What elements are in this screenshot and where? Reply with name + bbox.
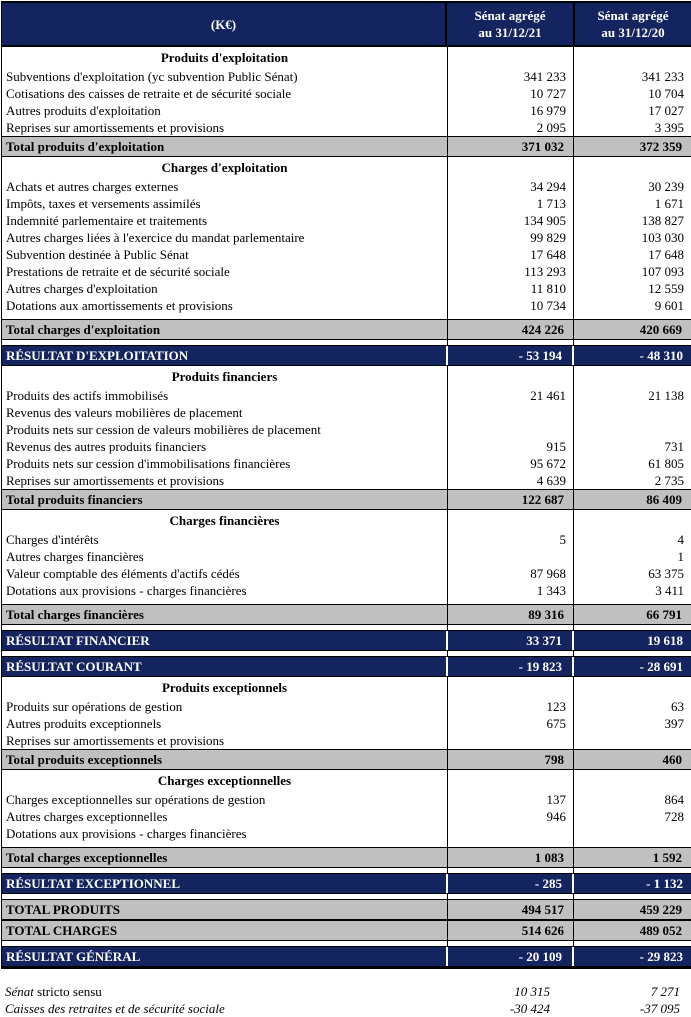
- value-2020: 731: [664, 439, 684, 454]
- spacer-row: [2, 599, 691, 604]
- row-label: Total produits d'exploitation: [2, 137, 448, 156]
- value-2020: 63: [671, 699, 684, 714]
- value-2021: 946: [448, 808, 574, 825]
- value-2020: 61 805: [648, 456, 684, 471]
- data-row: [2, 455, 691, 472]
- value-2020: 459 229: [639, 902, 682, 917]
- value-2020: 372 359: [639, 139, 682, 154]
- row-label: Revenus des valeurs mobilières de placement: [2, 404, 448, 421]
- value-2020: [574, 510, 691, 531]
- row-label: RÉSULTAT EXCEPTIONNEL: [2, 874, 448, 893]
- row-label: [2, 868, 448, 873]
- row-label: RÉSULTAT COURANT: [2, 657, 448, 676]
- data-row: [2, 212, 691, 229]
- row-label: Reprises sur amortissements et provisions: [2, 472, 448, 489]
- row-label: Produits nets sur cession de valeurs mobilières de placement: [2, 421, 448, 438]
- section-header-row: [2, 677, 691, 698]
- value-2020: 9 601: [654, 298, 684, 313]
- value-2021: 16 979: [448, 102, 574, 119]
- data-row: [2, 565, 691, 582]
- value-2020: 397: [664, 716, 684, 731]
- result-row: [2, 630, 691, 651]
- value-2021: [448, 366, 574, 387]
- value-2020: 30 239: [648, 179, 684, 194]
- row-label: Subventions d'exploitation (yc subvention Public Sénat): [2, 68, 448, 85]
- data-row: [2, 472, 691, 489]
- row-label: Dotations aux provisions - charges financières: [2, 825, 448, 842]
- value-2021: 1 343: [448, 582, 574, 599]
- value-2020: [574, 732, 691, 749]
- unit-label: (K€): [210, 16, 237, 32]
- row-label: Total charges financières: [2, 605, 448, 624]
- value-2021: 5: [448, 531, 574, 548]
- value-2020: - 29 823: [639, 949, 683, 964]
- data-row: [2, 263, 691, 280]
- footnote-label: Caisses des retraites et de sécurité sociale: [5, 1001, 225, 1016]
- row-label: Produits d'exploitation: [2, 47, 448, 68]
- spacer-row: [2, 340, 691, 345]
- value-2021: 122 687: [448, 490, 574, 509]
- value-2021: 113 293: [448, 263, 574, 280]
- value-2021: [448, 157, 574, 178]
- section-header-row: [2, 770, 691, 791]
- row-label: Total produits exceptionnels: [2, 750, 448, 769]
- row-label: Autres charges financières: [2, 548, 448, 565]
- unit-header-cell: [2, 3, 447, 45]
- row-label: TOTAL PRODUITS: [2, 900, 448, 919]
- value-2020: 1 671: [654, 196, 684, 211]
- value-2021: - 19 823: [448, 657, 574, 676]
- row-label: Prestations de retraite et de sécurité sociale: [2, 263, 448, 280]
- data-row: [2, 229, 691, 246]
- row-label: [2, 842, 448, 847]
- row-label: Valeur comptable des éléments d'actifs cédés: [2, 565, 448, 582]
- value-2021: 21 461: [448, 387, 574, 404]
- value-2021: 99 829: [448, 229, 574, 246]
- value-2021: 10 727: [448, 85, 574, 102]
- value-2021: [448, 770, 574, 791]
- column-header-2020: Sénat agrégé au 31/12/20: [597, 8, 669, 40]
- data-row: [2, 732, 691, 749]
- value-2021: [448, 404, 574, 421]
- row-label: Produits exceptionnels: [2, 677, 448, 698]
- value-2021: 675: [448, 715, 574, 732]
- data-row: [2, 85, 691, 102]
- value-2021: 10 734: [448, 297, 574, 314]
- value-2020: 728: [664, 809, 684, 824]
- total-row: [2, 489, 691, 510]
- value-2021: - 20 109: [448, 947, 574, 966]
- value-2020: 1 592: [652, 850, 682, 865]
- table-body: [2, 47, 691, 967]
- spacer-row: [2, 894, 691, 899]
- value-2020: 19 618: [647, 633, 683, 648]
- data-row: [2, 119, 691, 136]
- data-row: [2, 297, 691, 314]
- value-2020: [574, 404, 691, 421]
- value-2020: 489 052: [639, 923, 682, 938]
- value-2020: [574, 340, 691, 345]
- row-label: Cotisations des caisses de retraite et de sécurité sociale: [2, 85, 448, 102]
- row-label: TOTAL CHARGES: [2, 921, 448, 940]
- data-row: [2, 548, 691, 565]
- row-label: Impôts, taxes et versements assimilés: [2, 195, 448, 212]
- row-label: Charges financières: [2, 510, 448, 531]
- value-2020: 12 559: [648, 281, 684, 296]
- table-header-row: [2, 3, 691, 47]
- footnote-row-senat: [1, 983, 690, 1000]
- section-header-row: [2, 47, 691, 68]
- footnotes: [1, 983, 690, 1017]
- row-label: Autres produits d'exploitation: [2, 102, 448, 119]
- value-2020: - 28 691: [639, 659, 683, 674]
- row-label: Total charges exceptionnelles: [2, 848, 448, 867]
- value-2021: 17 648: [448, 246, 574, 263]
- value-2021: - 53 194: [448, 346, 574, 365]
- footnote-value-2021: 10 315: [514, 984, 550, 999]
- value-2020: 21 138: [648, 388, 684, 403]
- value-2020: [574, 770, 691, 791]
- value-2021: 134 905: [448, 212, 574, 229]
- footnote-value-2020: -37 095: [639, 1001, 680, 1016]
- row-label: [2, 941, 448, 946]
- result-row: [2, 345, 691, 366]
- row-label: Dotations aux provisions - charges financières: [2, 582, 448, 599]
- value-2021: [448, 548, 574, 565]
- value-2021: 95 672: [448, 455, 574, 472]
- row-label: RÉSULTAT GÉNÉRAL: [2, 947, 448, 966]
- value-2021: [448, 314, 574, 319]
- value-2020: 10 704: [648, 86, 684, 101]
- row-label: Charges exceptionnelles: [2, 770, 448, 791]
- data-row: [2, 791, 691, 808]
- footnote-value-2020: 7 271: [650, 984, 680, 999]
- footnote-row-caisses: [1, 1000, 690, 1017]
- value-2020: 2 735: [654, 473, 684, 488]
- spacer-row: [2, 842, 691, 847]
- row-label: Indemnité parlementaire et traitements: [2, 212, 448, 229]
- row-label: [2, 314, 448, 319]
- value-2021: [448, 677, 574, 698]
- value-2021: [448, 941, 574, 946]
- value-2020: 63 375: [648, 566, 684, 581]
- value-2020: 3 395: [654, 120, 684, 135]
- value-2021: [448, 894, 574, 899]
- data-row: [2, 438, 691, 455]
- value-2020: 138 827: [641, 213, 684, 228]
- spacer-row: [2, 868, 691, 873]
- row-label: Charges exceptionnelles sur opérations de gestion: [2, 791, 448, 808]
- footnote-label: Sénat stricto sensu: [5, 984, 102, 999]
- value-2020: 86 409: [646, 492, 682, 507]
- total-row: [2, 136, 691, 157]
- value-2020: [574, 314, 691, 319]
- value-2020: 864: [664, 792, 684, 807]
- row-label: Total charges d'exploitation: [2, 320, 448, 339]
- value-2021: [448, 599, 574, 604]
- data-row: [2, 178, 691, 195]
- value-2021: [448, 651, 574, 656]
- footnote-value-2021: -30 424: [509, 1001, 550, 1016]
- value-2020: [574, 366, 691, 387]
- value-2021: 1 083: [448, 848, 574, 867]
- value-2021: [448, 732, 574, 749]
- row-label: Produits financiers: [2, 366, 448, 387]
- value-2020: [574, 825, 691, 842]
- row-label: Autres charges liées à l'exercice du mandat parlementaire: [2, 229, 448, 246]
- value-2020: [574, 651, 691, 656]
- value-2020: 460: [662, 752, 682, 767]
- section-header-row: [2, 366, 691, 387]
- value-2020: [574, 47, 691, 68]
- value-2020: 420 669: [639, 322, 682, 337]
- value-2021: 341 233: [448, 68, 574, 85]
- data-row: [2, 246, 691, 263]
- row-label: [2, 894, 448, 899]
- value-2021: [448, 510, 574, 531]
- total-row: [2, 749, 691, 770]
- value-2020: 17 027: [648, 103, 684, 118]
- value-2021: [448, 868, 574, 873]
- row-label: Achats et autres charges externes: [2, 178, 448, 195]
- row-label: Produits sur opérations de gestion: [2, 698, 448, 715]
- value-2021: 11 810: [448, 280, 574, 297]
- value-2021: 798: [448, 750, 574, 769]
- value-2021: 87 968: [448, 565, 574, 582]
- value-2020: - 48 310: [639, 348, 683, 363]
- value-2020: 341 233: [641, 69, 684, 84]
- value-2021: 424 226: [448, 320, 574, 339]
- value-2020: [574, 599, 691, 604]
- value-2021: 4 639: [448, 472, 574, 489]
- row-label: Dotations aux amortissements et provisions: [2, 297, 448, 314]
- value-2020: 3 411: [655, 583, 684, 598]
- data-row: [2, 421, 691, 438]
- data-row: [2, 808, 691, 825]
- value-2020: [574, 677, 691, 698]
- row-label: Produits nets sur cession d'immobilisations financières: [2, 455, 448, 472]
- value-2021: [448, 421, 574, 438]
- row-label: [2, 599, 448, 604]
- value-2020: [574, 868, 691, 873]
- value-2020: 66 791: [646, 607, 682, 622]
- row-label: Charges d'exploitation: [2, 157, 448, 178]
- value-2021: [448, 340, 574, 345]
- data-row: [2, 715, 691, 732]
- data-row: [2, 825, 691, 842]
- value-2021: 33 371: [448, 631, 574, 650]
- section-header-row: [2, 510, 691, 531]
- row-label: Reprises sur amortissements et provisions: [2, 119, 448, 136]
- value-2021: 915: [448, 438, 574, 455]
- spacer-row: [2, 314, 691, 319]
- data-row: [2, 68, 691, 85]
- row-label: Charges d'intérêts: [2, 531, 448, 548]
- row-label: Autres charges exceptionnelles: [2, 808, 448, 825]
- value-2020: [574, 625, 691, 630]
- data-row: [2, 195, 691, 212]
- value-2021: 2 095: [448, 119, 574, 136]
- section-header-row: [2, 157, 691, 178]
- value-2020: 107 093: [641, 264, 684, 279]
- result-row: [2, 946, 691, 967]
- value-2021: [448, 47, 574, 68]
- value-2021: - 285: [448, 874, 574, 893]
- total-row: [2, 847, 691, 868]
- value-2021: 137: [448, 791, 574, 808]
- income-statement-table: [1, 1, 691, 969]
- value-2021: [448, 825, 574, 842]
- spacer-row: [2, 625, 691, 630]
- value-2020: [574, 421, 691, 438]
- value-2021: 89 316: [448, 605, 574, 624]
- value-2021: 494 517: [448, 900, 574, 919]
- row-label: Autres produits exceptionnels: [2, 715, 448, 732]
- row-label: RÉSULTAT FINANCIER: [2, 631, 448, 650]
- value-2020: [574, 157, 691, 178]
- value-2020: 17 648: [648, 247, 684, 262]
- row-label: RÉSULTAT D'EXPLOITATION: [2, 346, 448, 365]
- value-2021: [448, 842, 574, 847]
- value-2021: 1 713: [448, 195, 574, 212]
- result-row: [2, 873, 691, 894]
- value-2021: 371 032: [448, 137, 574, 156]
- row-label: Reprises sur amortissements et provisions: [2, 732, 448, 749]
- data-row: [2, 280, 691, 297]
- total-row: [2, 920, 691, 941]
- column-header-2021: Sénat agrégé au 31/12/21: [447, 3, 575, 45]
- spacer-row: [2, 941, 691, 946]
- value-2021: 123: [448, 698, 574, 715]
- data-row: [2, 698, 691, 715]
- value-2021: 514 626: [448, 921, 574, 940]
- value-2020: [574, 842, 691, 847]
- value-2021: 34 294: [448, 178, 574, 195]
- row-label: [2, 625, 448, 630]
- value-2020: - 1 132: [646, 876, 683, 891]
- value-2020: 4: [677, 532, 684, 547]
- value-2021: [448, 625, 574, 630]
- row-label: Subvention destinée à Public Sénat: [2, 246, 448, 263]
- row-label: Produits des actifs immobilisés: [2, 387, 448, 404]
- data-row: [2, 102, 691, 119]
- row-label: [2, 651, 448, 656]
- value-2020: [574, 941, 691, 946]
- row-label: [2, 340, 448, 345]
- total-row: [2, 604, 691, 625]
- data-row: [2, 531, 691, 548]
- row-label: Revenus des autres produits financiers: [2, 438, 448, 455]
- data-row: [2, 404, 691, 421]
- total-row: [2, 899, 691, 920]
- row-label: Total produits financiers: [2, 490, 448, 509]
- data-row: [2, 582, 691, 599]
- data-row: [2, 387, 691, 404]
- row-label: Autres charges d'exploitation: [2, 280, 448, 297]
- value-2020: 1: [677, 549, 684, 564]
- value-2020: 103 030: [641, 230, 684, 245]
- total-row: [2, 319, 691, 340]
- spacer-row: [2, 651, 691, 656]
- result-row: [2, 656, 691, 677]
- value-2020: [574, 894, 691, 899]
